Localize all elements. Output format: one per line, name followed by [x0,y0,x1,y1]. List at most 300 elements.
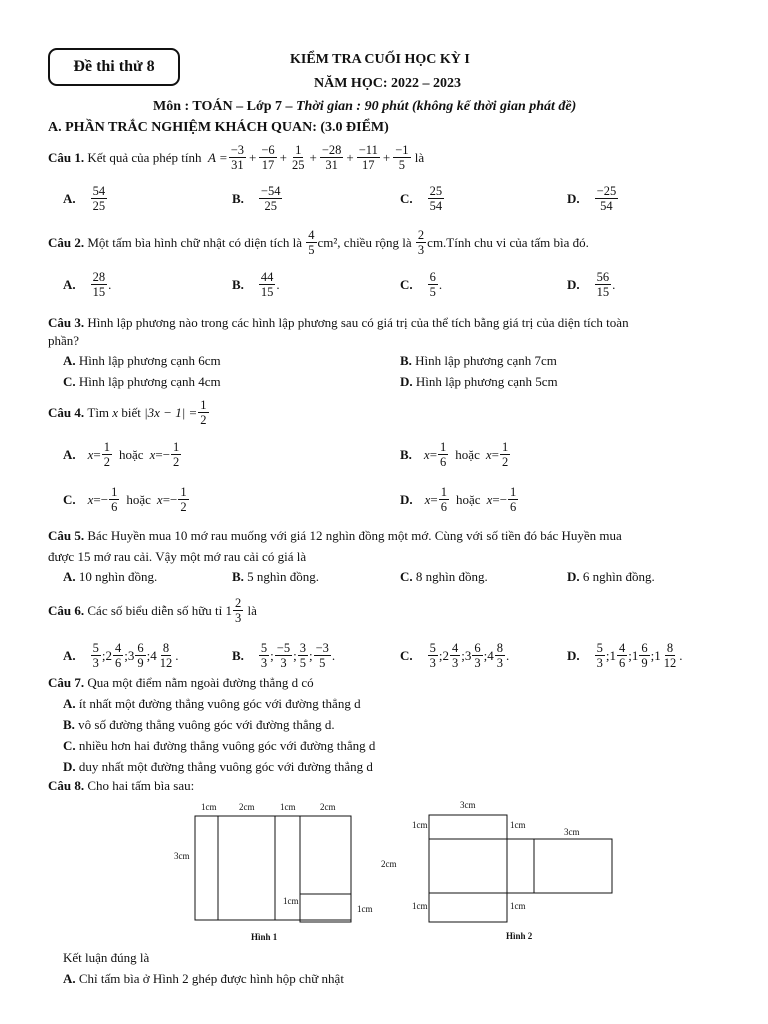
term-fraction [229,143,246,172]
dimension-label: 1cm [412,820,428,830]
option-letter: A. [63,569,76,584]
numerator: 1 [173,440,180,454]
numerator: −1 [395,143,409,157]
denominator: 17 [362,158,375,172]
denominator: 2 [501,455,509,469]
option-letter: C. [400,647,413,663]
denominator: 6 [440,455,447,469]
option-text: 6 nghìn đồng. [582,569,655,584]
rhs-fraction [198,398,208,427]
numerator: 5 [260,641,268,655]
separator: ; [293,647,297,663]
numerator: 1 [180,485,187,499]
numerator: 5 [92,641,99,655]
option-text: Chỉ tấm bìa ở Hình 2 ghép được hình hộp chữ nhật [78,971,344,986]
answer-fraction [508,485,518,514]
answer-fraction [639,641,649,670]
denominator: 54 [600,199,613,213]
net-face [429,839,507,893]
dimension-label: 1cm [510,820,526,830]
numerator: 8 [666,641,674,655]
question-text: Một tấm bìa hình chữ nhật có diện tích là [87,234,303,250]
dimension-label: 1cm [201,802,217,812]
or-word: hoặc [455,446,480,462]
answer-fraction [428,270,438,299]
denominator: 5 [319,656,326,670]
dimension-label: 2cm [239,802,255,812]
width-fraction [416,228,426,257]
net-face [429,815,507,839]
dimension-label: 3cm [564,827,580,837]
figure-2 [378,798,618,946]
option-c[interactable] [63,738,375,754]
option-letter: D. [567,190,580,206]
option-c[interactable] [63,374,221,390]
option-letter: A. [63,446,76,462]
whole-part: 2 [105,647,113,663]
option-letter: C. [63,374,76,389]
exam-badge: Đề thi thử 8 [48,48,180,86]
question-7 [48,675,314,691]
net-face [218,816,275,920]
question-1 [48,143,424,172]
question-5-line2: được 15 mớ rau cải. Vậy một mớ rau cải có giá là [48,549,307,564]
numerator: 2 [417,228,425,242]
answer-fraction [91,184,108,213]
denominator: 5 [299,656,306,670]
answer-fraction [617,641,627,670]
option-text: Hình lập phương cạnh 7cm [415,353,557,368]
equals-sign: = [93,446,101,462]
answer-fraction [158,641,175,670]
option-text: 8 nghìn đồng. [415,569,488,584]
numerator: 1 [440,485,448,499]
denominator: 3 [596,656,603,670]
period: . [612,276,616,292]
denominator: 15 [92,285,106,299]
option-b[interactable] [400,440,511,469]
answer-fraction [275,641,292,670]
whole-part: 1 [225,602,232,618]
numerator: 56 [596,270,610,284]
question-label: Câu 3. [48,315,85,330]
question-text: Cho hai tấm bìa sau: [87,778,195,793]
figure-caption: Hình 1 [251,932,278,942]
answer-fraction [171,440,181,469]
separator: ; [628,647,632,663]
numerator: 2 [235,596,242,610]
abs-equation: |3x − 1| = [144,404,198,420]
term-fraction [320,143,344,172]
variable: x [87,491,94,507]
numerator: 4 [308,228,315,242]
question-text2: biết [121,404,141,420]
denominator: 6 [510,500,517,514]
answer-fraction [113,641,123,670]
numerator: 6 [474,641,481,655]
equals-sign: = [155,446,163,462]
option-b[interactable] [232,641,335,670]
numerator: 5 [596,641,603,655]
denominator: 25 [264,199,277,213]
denominator: 31 [231,158,244,172]
question-label: Câu 6. [48,602,85,618]
numerator: 54 [92,184,106,198]
option-letter: B. [232,190,244,206]
net-face [534,839,612,893]
option-text: nhiều hơn hai đường thẳng vuông góc với đường thẳng d [78,738,376,753]
option-letter: A. [63,971,76,986]
option-letter: A. [63,353,76,368]
question-label: Câu 8. [48,778,85,793]
answer-fraction [500,440,510,469]
plus-sign: + [249,149,257,165]
answer-fraction [595,270,612,299]
denominator: 6 [440,500,448,514]
numerator: 44 [260,270,274,284]
numerator: 1 [510,485,517,499]
equals-sign: = [162,491,171,507]
answer-fraction [91,641,101,670]
option-c[interactable] [400,270,442,299]
question-text: Kết quả của phép tính [87,149,202,165]
plus-sign: + [279,149,287,165]
denominator: 12 [159,656,173,670]
numerator: −54 [260,184,281,198]
dimension-label: 1cm [357,904,373,914]
answer-fraction [472,641,482,670]
numerator: 3 [299,641,306,655]
dimension-label: 3cm [460,800,476,810]
answer-fraction [314,641,331,670]
denominator: 25 [92,199,106,213]
question-4 [48,398,210,427]
numerator: 5 [429,641,436,655]
separator: ; [438,647,443,663]
denominator: 3 [417,243,425,257]
denominator: 2 [180,500,187,514]
option-b[interactable] [232,569,319,585]
variable: x [486,491,493,507]
option-a[interactable] [63,440,182,469]
denominator: 3 [429,656,436,670]
answer-fraction [259,641,269,670]
question-8 [48,778,194,794]
denominator: 31 [325,158,338,172]
figure-caption: Hình 2 [506,931,533,941]
numerator: −11 [358,143,378,157]
whole-part: 3 [127,647,135,663]
numerator: 6 [641,641,648,655]
numerator: −25 [596,184,617,198]
question-3-line2: phần? [48,333,80,348]
numerator: 1 [501,440,509,454]
school-year: NĂM HỌC: 2022 – 2023 [314,76,461,91]
option-b[interactable] [232,184,283,213]
sign: − [499,491,508,507]
denominator: 3 [260,656,268,670]
separator: ; [605,647,610,663]
plus-sign: + [346,149,354,165]
option-d[interactable] [400,374,558,390]
denominator: 5 [398,158,405,172]
whole-part: 4 [487,647,494,663]
variable: x [112,404,119,420]
option-a[interactable] [63,641,179,670]
period: . [438,276,443,292]
whole-part: 1 [609,647,617,663]
variable: x [87,446,94,462]
separator: ; [483,647,488,663]
numerator: 28 [92,270,106,284]
option-letter: D. [400,491,413,507]
question-text: Các số biểu diễn số hữu tỉ [87,602,223,618]
option-text: vô số đường thẳng vuông góc với đường thẳng d. [78,717,335,732]
option-c[interactable] [400,184,445,213]
denominator: 3 [452,656,459,670]
option-text: 5 nghìn đồng. [247,569,320,584]
net-face [300,894,351,922]
option-text: ít nhất một đường thẳng vuông góc với đường thẳng d [78,696,361,711]
question-5 [48,528,622,544]
dimension-label: 1cm [412,901,428,911]
question-tail: là [414,149,425,165]
figure-1 [165,798,385,946]
denominator: 3 [496,656,504,670]
term-fraction [357,143,380,172]
denominator: 12 [663,656,677,670]
option-d[interactable] [567,184,619,213]
option-text: Hình lập phương cạnh 5cm [415,374,558,389]
option-letter: A. [63,647,76,663]
numerator: −28 [321,143,342,157]
option-letter: B. [63,717,75,732]
denominator: 6 [111,500,118,514]
question-label: Câu 5. [48,528,85,543]
option-a[interactable] [63,270,111,299]
equals-sign: = [491,446,499,462]
separator: ; [461,647,465,663]
option-d[interactable] [567,270,615,299]
option-d[interactable] [63,759,373,775]
question-label: Câu 4. [48,404,85,420]
equals-sign: = [492,491,500,507]
dimension-label: 2cm [320,802,336,812]
question-text-unit: cm², chiều rộng là [317,234,412,250]
numerator: 1 [200,398,207,412]
option-letter: C. [400,569,413,584]
answer-fraction [595,184,619,213]
or-word: hoặc [119,446,144,462]
option-letter: D. [567,647,580,663]
expression [228,143,412,172]
denominator: 9 [641,656,648,670]
term-fraction [259,143,276,172]
answer-fraction [439,485,449,514]
question-tail: là [247,602,257,618]
option-letter: D. [567,569,580,584]
question-text-end: cm.Tính chu vi của tấm bìa đó. [427,234,589,250]
option-letter: B. [232,276,244,292]
question-text: Hình lập phương nào trong các hình lập phương sau có giá trị của thể tích bằng giá trị của diện tích toàn [87,315,629,330]
separator: ; [124,647,128,663]
option-c[interactable] [63,485,190,514]
answer-fraction [102,440,112,469]
option-letter: A. [63,696,76,711]
denominator: 54 [429,199,443,213]
numerator: −5 [276,641,291,655]
variable: x [424,491,431,507]
option-a[interactable] [63,569,157,585]
period: . [175,647,179,663]
plus-sign: + [309,149,317,165]
dimension-label: 1cm [283,896,299,906]
numerator: 8 [496,641,504,655]
question-text: Tìm [87,404,110,420]
question-text: Bác Huyền mua 10 mớ rau muống với giá 12 nghìn đồng một mớ. Cùng với số tiền đó bác Huyền mua [87,528,622,543]
whole-part: 2 [442,647,450,663]
separator: ; [146,647,151,663]
numerator: 4 [452,641,459,655]
denominator: 3 [92,656,99,670]
answer-fraction [450,641,460,670]
option-a[interactable] [63,353,221,369]
answer-fraction [109,485,119,514]
denominator: 6 [115,656,122,670]
section-a-heading: A. PHẦN TRẮC NGHIỆM KHÁCH QUAN: (3.0 ĐIỂM) [48,120,389,135]
question-label: Câu 1. [48,149,85,165]
period: . [108,276,112,292]
denominator: 2 [200,413,207,427]
expression-variable: A = [207,149,228,165]
denominator: 17 [261,158,275,172]
or-word: hoặc [456,491,481,507]
sign: − [162,446,171,462]
separator: ; [650,647,655,663]
question-text: Qua một điểm nằm ngoài đường thẳng d có [87,675,314,690]
numerator: 6 [429,270,436,284]
answer-fraction [428,641,438,670]
option-c[interactable] [400,641,509,670]
option-letter: D. [400,374,413,389]
numerator: 1 [440,440,447,454]
numerator: −3 [315,641,329,655]
time-label: Thời gian : 90 phút (không kể thời gian phát đề) [295,99,577,114]
option-c[interactable] [400,569,488,585]
option-a[interactable] [63,696,361,712]
dimension-label: 1cm [280,802,296,812]
answer-fraction [595,641,605,670]
option-letter: B. [400,353,412,368]
period: . [276,276,280,292]
numerator: 8 [162,641,170,655]
numerator: 4 [115,641,122,655]
answer-fraction [178,485,188,514]
denominator: 3 [280,656,287,670]
dimension-label: 1cm [510,901,526,911]
answer-fraction [259,270,276,299]
option-letter: C. [400,190,413,206]
period: . [506,647,510,663]
exam-title: KIỂM TRA CUỐI HỌC KỲ I [290,52,470,67]
question-2 [48,228,589,257]
answer-fraction [91,270,108,299]
equals-sign: = [93,491,101,507]
numerator: −6 [261,143,275,157]
subject-line [153,99,576,115]
area-fraction [306,228,316,257]
option-b[interactable] [400,353,557,369]
option-text: 10 nghìn đồng. [78,569,158,584]
option-b[interactable] [63,717,335,733]
question-6 [48,596,257,625]
option-text: Hình lập phương cạnh 6cm [78,353,221,368]
answer-fraction [495,641,505,670]
variable: x [423,446,430,462]
net-face [195,816,218,920]
denominator: 5 [429,285,436,299]
option-text: duy nhất một đường thẳng vuông góc với đường thẳng d [78,759,373,774]
denominator: 5 [308,243,315,257]
net-face [300,816,351,920]
denominator: 9 [137,656,144,670]
whole-part: 4 [150,647,157,663]
option-d[interactable] [567,569,655,585]
option-letter: B. [400,446,412,462]
answer-fraction [428,184,445,213]
net-face [429,893,507,922]
q8-option-a[interactable] [63,971,344,987]
period: . [679,647,683,663]
separator: ; [270,647,274,663]
sign: − [170,491,178,507]
denominator: 2 [173,455,180,469]
option-d[interactable] [400,485,519,514]
denominator: 15 [260,285,274,299]
option-letter: D. [567,276,580,292]
option-letter: D. [63,759,76,774]
option-a[interactable] [63,184,108,213]
equals-sign: = [430,491,438,507]
numerator: 1 [295,143,302,157]
answer-fraction [662,641,679,670]
option-letter: A. [63,276,76,292]
denominator: 3 [235,611,242,625]
variable: x [149,446,156,462]
option-letter: C. [63,491,76,507]
option-letter: A. [63,190,76,206]
variable: x [156,491,163,507]
term-fraction [393,143,410,172]
answer-fraction [135,641,145,670]
option-b[interactable] [232,270,280,299]
denominator: 6 [619,656,626,670]
numerator: 1 [111,485,118,499]
question-label: Câu 2. [48,234,85,250]
separator: ; [308,647,313,663]
option-letter: B. [232,569,244,584]
denominator: 3 [474,656,481,670]
plus-sign: + [382,149,391,165]
option-text: Hình lập phương cạnh 4cm [78,374,221,389]
or-word: hoặc [126,491,151,507]
sign: − [100,491,109,507]
whole-part: 3 [464,647,472,663]
numerator: −3 [230,143,244,157]
option-d[interactable] [567,641,683,670]
net-face [507,839,534,893]
question-label: Câu 7. [48,675,85,690]
